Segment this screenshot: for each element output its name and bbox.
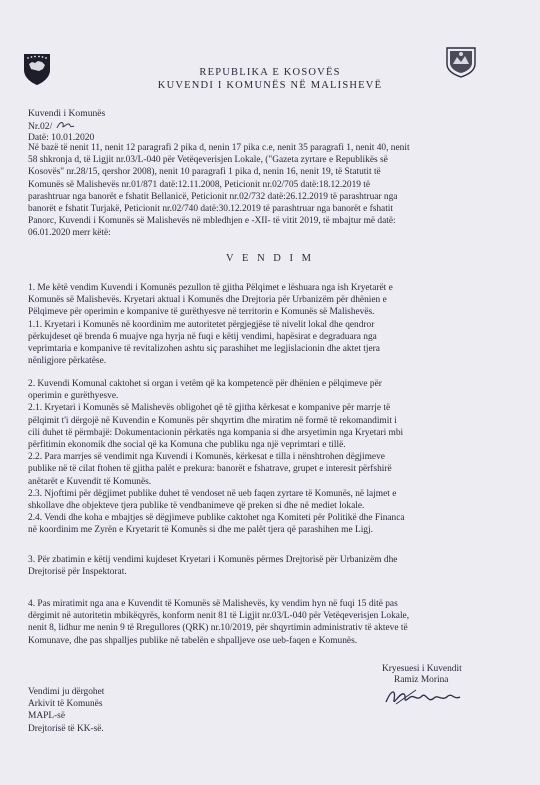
section-1 (28, 282, 518, 367)
section-line: nenit 8, lidhur me nenin 9 të Rregullores (QRK) nr.10/2019, për shqyrtimin administrativ të akteve të (28, 623, 408, 634)
section-line: 2.4. Vendi dhe koha e mbajtjes së dëgjimeve publike caktohet nga Komiteti për Politikë dhe Financa (28, 513, 405, 524)
municipality-header: KUVENDI I KOMUNËS NË MALISHEVË (157, 80, 383, 91)
section-line: shkollave dhe objekteve tjera publike të vendbanimeve që preken si dhe në mediet lokale. (28, 501, 365, 512)
signatory-role: Kryesuesi i Kuvendit (382, 664, 462, 674)
intro-line: Komunës së Malishevës nr.01/871 datë:12.11.2008, Peticionit nr.02/705 datë:18.12.2019 të (28, 179, 371, 190)
section-line: përfitimin ekonomik dhe social që ka Komuna che publiku nga një veprimtari e tillë. (28, 440, 346, 451)
decision-title: V E N D I M (226, 253, 314, 264)
section-line: 4. Pas miratimit nga ana e Kuvendit të Komunës së Malishevës, ky vendim hyn në fuqi 15 ditë pas (28, 599, 398, 609)
intro-line: Panorc, Kuvendi i Komunës së Malishevës në mbledhjen e -XII- të vitit 2019, të mbajtur më datë: (28, 216, 396, 227)
section-line: publike në të cilat ftohen të gjitha palët e prekura: banorët e fshatrave, grupet e interesit përfshirë (28, 464, 392, 475)
section-line: 2.3. Njoftimi për dëgjimet publike duhet të vendoset në ueb faqen zyrtare të Komunës, në lajmet e (28, 488, 397, 499)
section-line: Komunës së Malishevës. Kryetari aktual i Komunës dhe Drejtoria për Urbanizëm për dhënien e (28, 295, 387, 306)
section-line: nënligjore përkatëse. (28, 356, 107, 367)
section-line: 1.1. Kryetari i Komunës në koordinim me autoritetet përgjegjëse të nivelit lokal dhe qendror (28, 319, 375, 330)
section-line: dërgimit në autoritetin mbikëqyrës, konform nenit 81 të Ligjit nr.03/L-040 për Vetëqeverisjen Lokale, (28, 611, 410, 622)
document-number (28, 120, 105, 133)
intro-line: 58 shkronja d, të Ligjit nr.03/L-040 për Vetëqeverisjen Lokale, ("Gazeta zyrtare e Republikës së (28, 155, 388, 166)
section-line: 2.2. Para marrjes së vendimit nga Kuvendi i Komunës, kërkesat e tilla i nënshtrohen dëgjimeve (28, 452, 385, 463)
handwritten-signature-icon (382, 684, 482, 710)
signature-block (382, 664, 462, 686)
section-line: Drejtorisë për Inspektorat. (28, 567, 127, 578)
section-line: 3. Për zbatimin e këtij vendimi kujdeset Kryetari i Komunës përmes Drejtorisë për Urbanizëm dhe (28, 555, 398, 565)
document-date: Datë: 10.01.2020 (28, 132, 95, 143)
section-line: veprimtaria e kompanive të revitalizohen ashtu siç parashihet me legjislacionin dhe aktet tjera (28, 344, 380, 355)
section-line: 2. Kuvendi Komunal caktohet si organ i vetëm që ka kompetencë për dhënien e pëlqimeve për (28, 379, 382, 389)
issuer-label: Kuvendi i Komunës (28, 108, 106, 119)
intro-line: parashtruar nga banorët e fshatit Bellanicë, Peticionit nr.02/732 datë:26.12.2019 të parashtruar nga (28, 191, 398, 202)
republic-header: REPUBLIKA E KOSOVËS (199, 67, 341, 78)
section-line: 2.1. Kryetari i Komunës së Malishevës obligohet që të gjitha kërkesat e kompanive për marrje të (28, 403, 391, 414)
section-2 (28, 378, 518, 537)
section-line: cili duhet të përmbajë: Dokumentacionin përkatës nga kompania si dhe arsyetimin nga Kryetari mbi (28, 427, 404, 438)
kosovo-coat-of-arms-icon (22, 52, 52, 86)
meta-block (28, 108, 105, 144)
intro-line: banorët e fshatit Turjakë, Peticionit nr.02/740 datë:30.12.2019 të parashtruar nga banorët e fshatit (28, 204, 394, 215)
number-text: Nr.02/ (28, 120, 53, 132)
recipient-line: MAPL-së (28, 711, 65, 722)
section-3 (28, 554, 518, 578)
section-line: operimin e gurëthyesve. (28, 391, 119, 402)
section-line: përkujdeset që brenda 6 muajve nga hyrja në fuqi e këtij vendimi, hapësirat e degraduara nga (28, 331, 377, 342)
section-line: Komunave, dhe pas shpalljes publike në tabelën e shpalljeve ose ueb-faqen e Komunës. (28, 635, 358, 646)
intro-paragraph (28, 142, 518, 240)
handwritten-number-icon (55, 120, 77, 130)
recipient-line: Vendimi ju dërgohet (28, 687, 105, 697)
intro-line: Në bazë të nenit 11, nenit 12 paragrafi 2 pika d, nenin 17 pika c.e, nenit 35 paragrafi 1, nenit 40, nenit (28, 143, 410, 153)
section-4 (28, 598, 518, 647)
intro-line: 06.01.2020 merr këtë: (28, 228, 111, 239)
recipient-line: Arkivit të Komunës (28, 699, 103, 710)
section-line: 1. Me këtë vendim Kuvendi i Komunës pezullon të gjitha Pëlqimet e lëshuara nga ish Kryetarët e (28, 283, 393, 293)
recipient-line: Drejtorisë të KK-së. (28, 723, 104, 734)
signatory-name: Ramiz Morina (394, 675, 449, 685)
intro-line: Kosovës" nr.28/15, qershor 2008), nenit 10 paragrafi 1 pika d, nenin 16, nenit 19, të Statutit të (28, 167, 381, 178)
section-line: Pëlqimeve për operimin e kompanive të gurëthyesve në territorin e Komunës së Malishevës. (28, 307, 375, 318)
section-line: pëlqimit t'i dërgojë në Kuvendin e Komunës për shqyrtim dhe miratim në formë të rekomandimit i (28, 415, 397, 426)
malisheva-emblem-icon (444, 44, 478, 78)
section-line: në koordinim me Zyrën e Kryetarit të Komunës si dhe me palët tjera që parashihen me Ligj. (28, 525, 373, 536)
recipients-block (28, 686, 104, 735)
section-line: anëtarët e Kuvendit të Komunës. (28, 476, 152, 487)
